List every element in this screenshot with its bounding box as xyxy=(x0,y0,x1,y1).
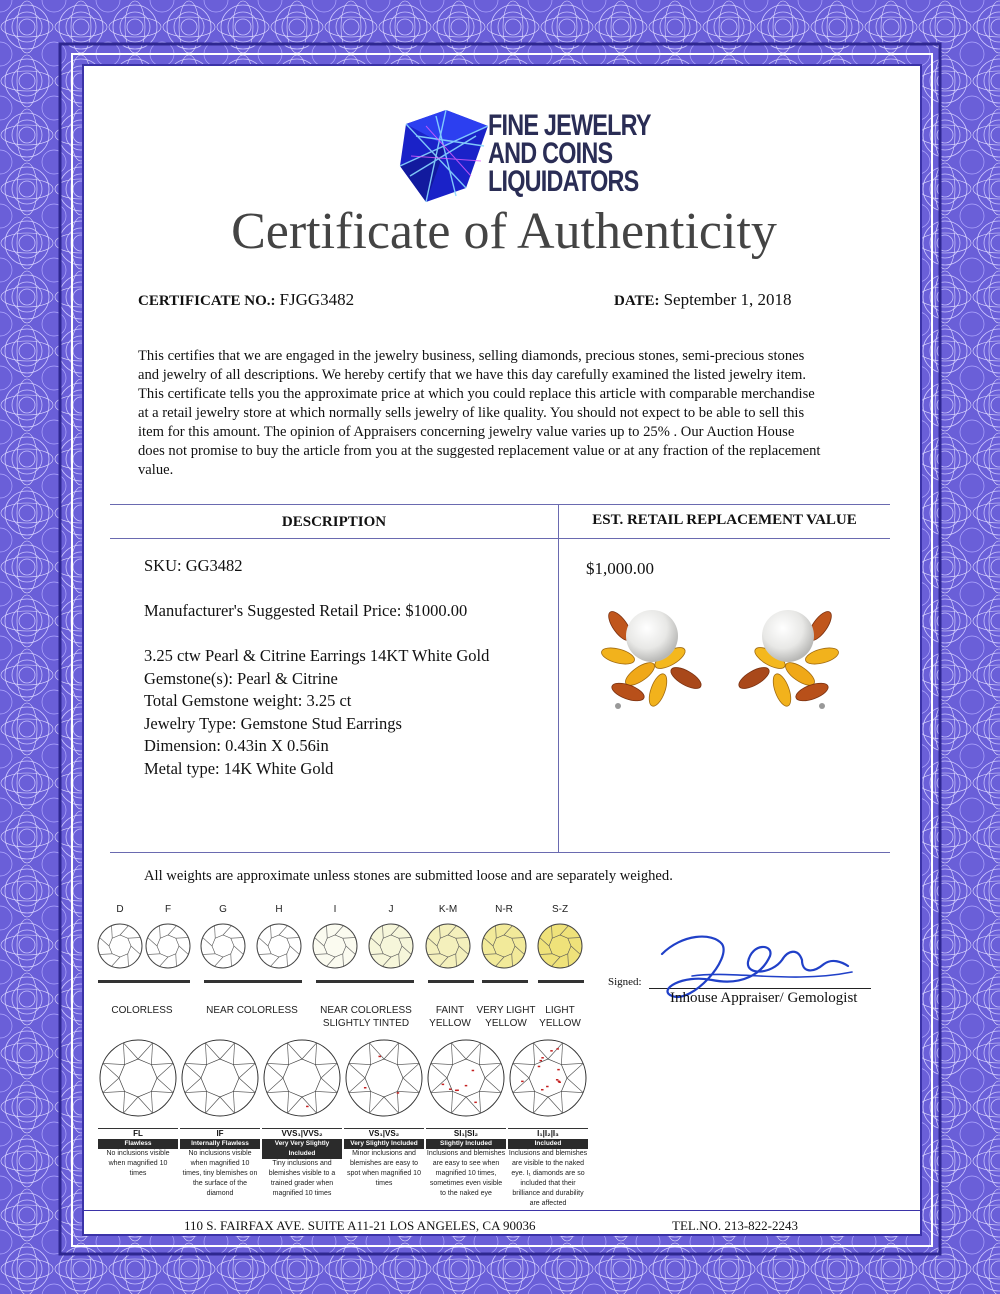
footer-border xyxy=(84,1210,920,1211)
clarity-grade-description xyxy=(180,1149,260,1199)
color-group-label-line: YELLOW xyxy=(539,1018,581,1029)
clarity-grade-name: Internally Flawless xyxy=(180,1139,260,1149)
color-group-bracket xyxy=(204,980,302,983)
clarity-description-line: times, tiny blemishes on xyxy=(182,1170,258,1177)
clarity-stone xyxy=(510,1040,586,1116)
logo-line-3: LIQUIDATORS xyxy=(488,165,639,198)
clarity-stone xyxy=(182,1040,258,1116)
clarity-description-line: are affected xyxy=(529,1200,567,1207)
clarity-grade-description xyxy=(426,1149,506,1199)
color-grade-stones xyxy=(84,916,604,986)
color-grade-letter: K-M xyxy=(438,904,458,915)
statement-line: at a retail jewelry store at which normally sells jewelry of like quality. You should not expect to be able to sell this xyxy=(138,405,805,421)
clarity-grade-description xyxy=(344,1149,424,1189)
detail-line: Jewelry Type: Gemstone Stud Earrings xyxy=(144,713,402,733)
msrp: Manufacturer's Suggested Retail Price: $1000.00 xyxy=(144,601,468,620)
color-stone xyxy=(538,924,582,968)
clarity-grade-code: I₁|I₂|I₃ xyxy=(508,1128,588,1139)
color-stone xyxy=(257,924,301,968)
earring-right xyxy=(736,608,840,709)
color-group-label xyxy=(192,1004,312,1017)
clarity-grade-cell xyxy=(344,1128,424,1189)
date-value: September 1, 2018 xyxy=(663,290,792,309)
color-group-bracket xyxy=(538,980,584,983)
clarity-stone xyxy=(428,1040,504,1116)
clarity-description-line: times xyxy=(129,1170,147,1177)
clarity-stone xyxy=(264,1040,340,1116)
color-group-label-line: NEAR COLORLESS xyxy=(320,1005,412,1016)
clarity-grade-cell xyxy=(262,1128,342,1199)
clarity-grade-name: Slightly Included xyxy=(426,1139,506,1149)
earring-left xyxy=(600,608,704,709)
color-grade-letter: H xyxy=(275,904,283,915)
logo-text xyxy=(488,109,651,198)
color-stone xyxy=(426,924,470,968)
logo-gem-icon xyxy=(396,106,496,206)
clarity-description-line: the surface of the xyxy=(192,1180,248,1187)
color-grade-letter: N-R xyxy=(495,904,513,915)
certificate-date xyxy=(614,290,792,310)
clarity-description-line: magnified 10 times xyxy=(272,1190,332,1197)
clarity-description-line: are easy to see when xyxy=(432,1160,500,1167)
clarity-grade-stones xyxy=(96,1034,596,1124)
color-stone xyxy=(146,924,190,968)
color-group-label-line: FAINT xyxy=(435,1005,465,1016)
certificate-number xyxy=(138,290,354,310)
clarity-grade-description xyxy=(98,1149,178,1179)
clarity-grade-cell xyxy=(180,1128,260,1199)
detail-line: Gemstone(s): Pearl & Citrine xyxy=(144,668,338,688)
logo-line-1: FINE JEWELRY xyxy=(488,109,651,142)
clarity-description-line: spot when magnified 10 xyxy=(347,1170,421,1177)
weights-note: All weights are approximate unless stones are submitted loose and are separately weighed. xyxy=(144,868,673,884)
color-grade-letter: J xyxy=(388,904,394,915)
statement-line: value. xyxy=(138,462,174,478)
color-group-label-line: YELLOW xyxy=(485,1018,527,1029)
color-grade-letter: G xyxy=(219,904,227,915)
clarity-grade-code: VS₁|VS₂ xyxy=(344,1128,424,1139)
clarity-grade-cell xyxy=(98,1128,178,1179)
clarity-grade-name: Very Slightly Included xyxy=(344,1139,424,1149)
clarity-stone xyxy=(100,1040,176,1116)
clarity-description-line: are visible to the naked xyxy=(512,1160,584,1167)
page-title: Certificate of Authenticity xyxy=(231,203,777,260)
clarity-grade-code: FL xyxy=(98,1128,178,1139)
clarity-grade-name: Flawless xyxy=(98,1139,178,1149)
clarity-description-line: No inclusions visible xyxy=(106,1150,170,1157)
clarity-description-line: when magnified 10 xyxy=(108,1160,168,1167)
clarity-grade-description xyxy=(508,1149,588,1209)
clarity-description-line: blemishes visible to a xyxy=(268,1170,336,1177)
description-header: DESCRIPTION xyxy=(281,514,387,530)
clarity-grade-cell xyxy=(426,1128,506,1199)
clarity-description-line: sometimes even visible xyxy=(429,1180,503,1187)
clarity-description-line: Minor inclusions and xyxy=(352,1150,416,1157)
statement-line: This certifies that we are engaged in the jewelry business, selling diamonds, precious stones, semi-precious stones xyxy=(138,348,805,364)
color-stone xyxy=(482,924,526,968)
color-group-label xyxy=(500,1004,620,1030)
table-bottom-border xyxy=(110,852,890,853)
detail-line: 3.25 ctw Pearl & Citrine Earrings 14KT White Gold xyxy=(144,646,490,665)
clarity-description-line: Tiny inclusions and xyxy=(272,1160,332,1167)
footer-phone: TEL.NO. 213-822-2243 xyxy=(672,1218,799,1233)
clarity-description-line: Inclusions and blemishes xyxy=(508,1150,588,1157)
clarity-description-line: trained grader when xyxy=(270,1180,334,1187)
clarity-description-line: eye. I₁ diamonds are so xyxy=(511,1170,585,1177)
table-column-divider xyxy=(558,504,559,852)
replacement-value: $1,000.00 xyxy=(586,559,654,578)
sku: SKU: GG3482 xyxy=(144,556,243,575)
clarity-description-line: No inclusions visible xyxy=(188,1150,252,1157)
color-group-label-line: YELLOW xyxy=(429,1018,471,1029)
color-stone xyxy=(98,924,142,968)
statement-line: item for this amount. The opinion of Appraisers concerning jewelry value varies up to 25% . Our Auction House xyxy=(138,424,795,440)
clarity-grade-code: IF xyxy=(180,1128,260,1139)
color-stone xyxy=(369,924,413,968)
statement-line: This certificate tells you the approximate price at which you could replace this article with comparable merchandise xyxy=(138,386,815,402)
clarity-description-line: magnified 10 times, xyxy=(435,1170,497,1177)
clarity-description-line: when magnified 10 xyxy=(190,1160,250,1167)
color-group-label-line: VERY LIGHT xyxy=(476,1005,536,1016)
detail-line: Total Gemstone weight: 3.25 ct xyxy=(144,691,352,710)
logo-line-2: AND COINS xyxy=(488,137,613,170)
value-header: EST. RETAIL REPLACEMENT VALUE xyxy=(592,512,857,528)
clarity-description-line: blemishes are easy to xyxy=(349,1160,419,1167)
certificate-panel xyxy=(82,64,922,1236)
clarity-stone xyxy=(346,1040,422,1116)
item-details xyxy=(144,645,489,780)
clarity-description-line: brilliance and durability xyxy=(512,1190,584,1197)
footer-address: 110 S. FAIRFAX AVE. SUITE A11-21 LOS ANGELES, CA 90036 xyxy=(184,1218,536,1233)
appraiser-title: Inhouse Appraiser/ Gemologist xyxy=(670,990,858,1006)
color-stone xyxy=(201,924,245,968)
color-group-bracket xyxy=(428,980,474,983)
color-group-label-line: SLIGHTLY TINTED xyxy=(322,1018,410,1029)
color-group-label-line: COLORLESS xyxy=(111,1005,173,1016)
clarity-description-line: included that their xyxy=(520,1180,576,1187)
color-grade-letter: F xyxy=(164,904,172,915)
certificate-number-label: CERTIFICATE NO.: xyxy=(138,293,276,309)
color-grade-letter: S-Z xyxy=(551,904,569,915)
detail-line: Metal type: 14K White Gold xyxy=(144,758,334,778)
clarity-grade-cell xyxy=(508,1128,588,1209)
color-group-label-line: NEAR COLORLESS xyxy=(206,1005,298,1016)
color-group-bracket xyxy=(98,980,190,983)
color-stone xyxy=(313,924,357,968)
clarity-description-line: Inclusions and blemishes xyxy=(426,1150,506,1157)
earrings-image xyxy=(590,586,870,716)
detail-line: Dimension: 0.43in X 0.56in xyxy=(144,736,329,755)
color-group-bracket xyxy=(482,980,528,983)
statement-line: does not promise to buy the article from you at the suggested replacement value or at any fraction of the replacement xyxy=(138,443,821,459)
color-group-bracket xyxy=(316,980,414,983)
color-group-label-line: LIGHT xyxy=(545,1005,575,1016)
certification-statement xyxy=(138,347,898,480)
clarity-grade-name: Included xyxy=(508,1139,588,1149)
color-grade-letter: I xyxy=(333,904,337,915)
table-top-border xyxy=(110,504,890,505)
clarity-description-line: times xyxy=(375,1180,393,1187)
certificate-number-value: FJGG3482 xyxy=(279,290,355,309)
statement-line: and jewelry of all descriptions. We hereby certify that we have this day carefully examined the listed jewelry item. xyxy=(138,367,807,383)
table-header-border xyxy=(110,538,890,539)
color-grade-letter: D xyxy=(116,904,124,915)
clarity-description-line: diamond xyxy=(206,1190,234,1197)
color-group-label xyxy=(82,1004,202,1017)
date-label: DATE: xyxy=(614,293,660,309)
clarity-grade-description xyxy=(262,1159,342,1199)
clarity-grade-name: Very Very Slightly Included xyxy=(262,1139,342,1159)
clarity-description-line: to the naked eye xyxy=(440,1190,492,1197)
clarity-grade-code: SI₁|SI₂ xyxy=(426,1128,506,1139)
signed-label: Signed: xyxy=(608,976,642,988)
clarity-grade-code: VVS₁|VVS₂ xyxy=(262,1128,342,1139)
